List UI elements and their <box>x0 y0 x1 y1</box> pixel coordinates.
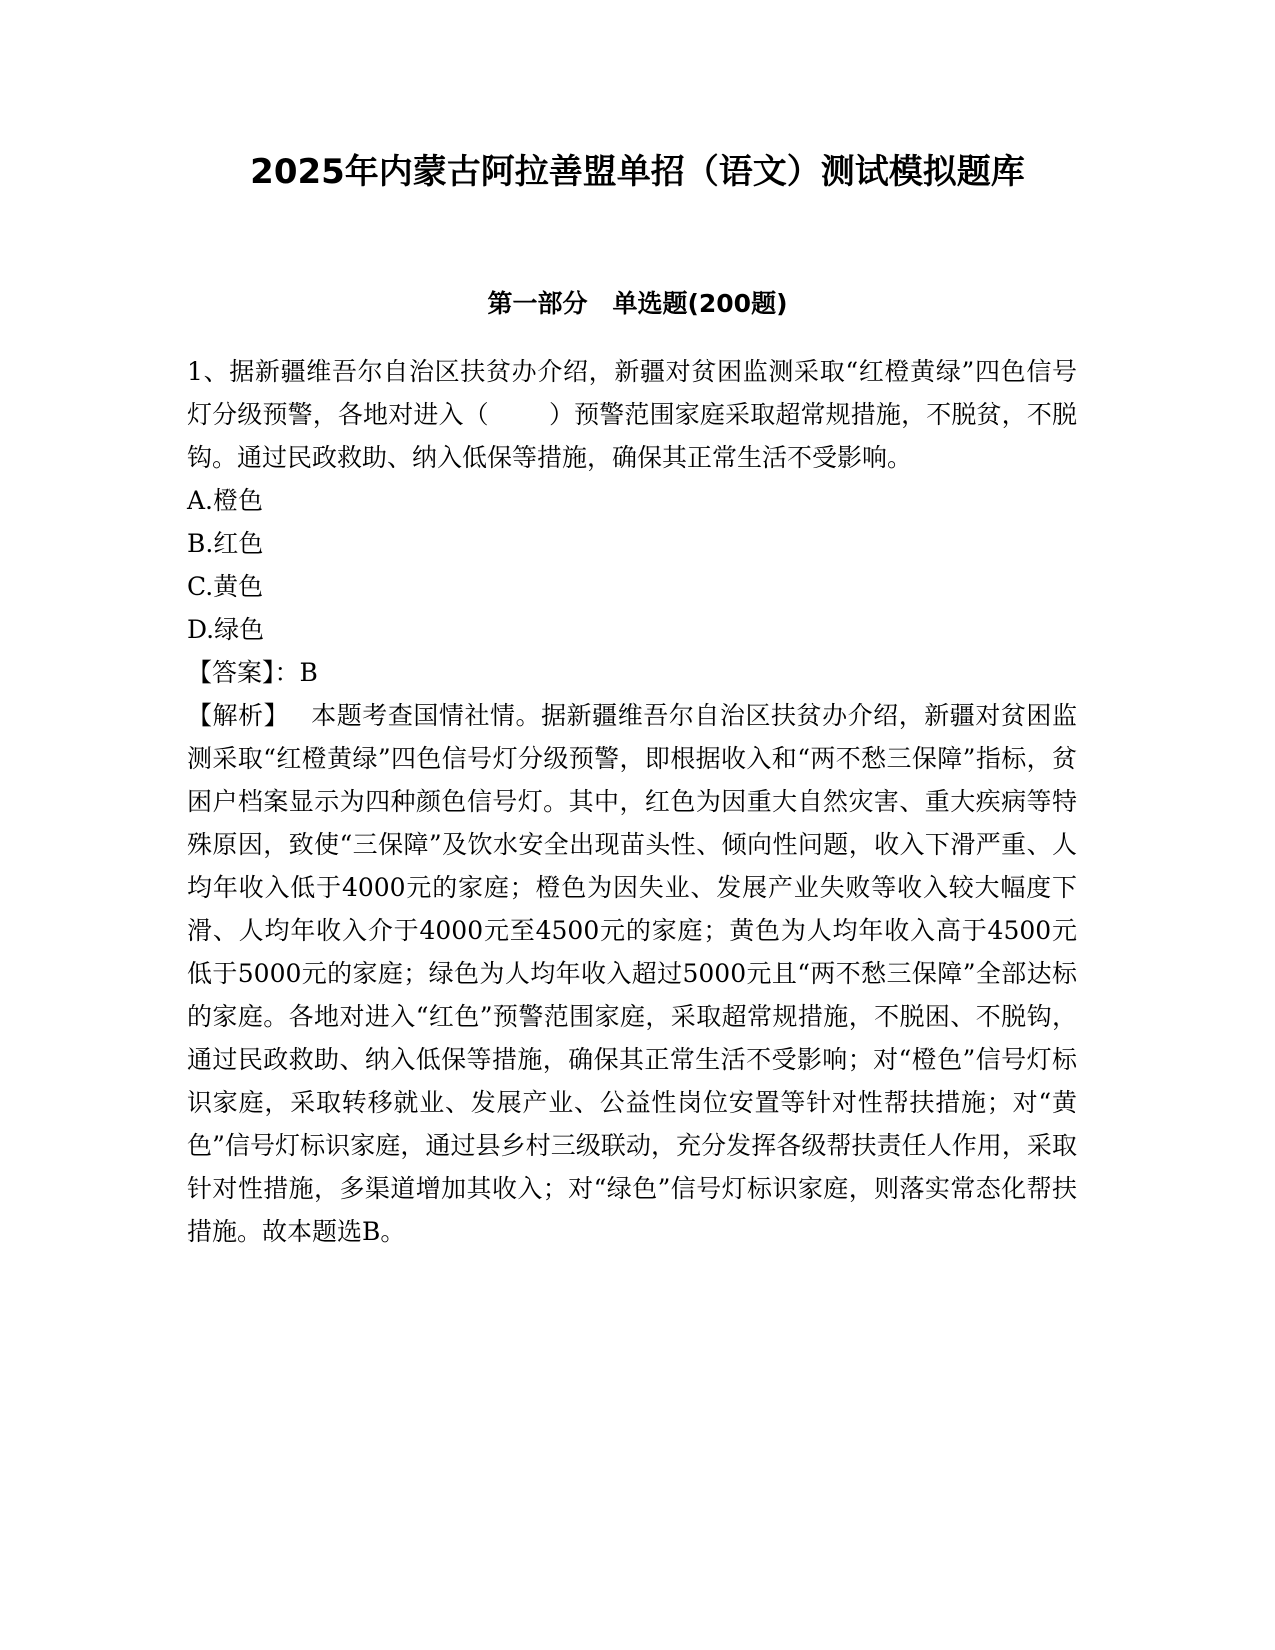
answer-line: 【答案】：B <box>187 658 318 687</box>
option-a: A.橙色 <box>187 486 264 515</box>
section-heading: 第一部分 单选题(200题) <box>487 289 788 318</box>
analysis-paragraph <box>187 694 1077 1253</box>
option-c: C.黄色 <box>187 572 264 601</box>
question-stem <box>187 350 1077 479</box>
option-d: D.绿色 <box>187 615 265 644</box>
question-stem-part-2: ）预警范围家庭采取超常规措施，不脱贫，不脱钩。通过民政救助、纳入低保等措施，确保其正常生活不受影响。 <box>187 400 1077 472</box>
analysis-text: 本题考查国情社情。据新疆维吾尔自治区扶贫办介绍，新疆对贫困监测采取“红橙黄绿”四色信号灯分级预警，即根据收入和“两不愁三保障”指标，贫困户档案显示为四种颜色信号灯。其中，红色为因重大自然灾害、重大疾病等特殊原因，致使“三保障”及饮水安全出现苗头性、倾向性问题，收入下滑严重、人均年收入低于4000元的家庭；橙色为因失业、发展产业失败等收入较大幅度下滑、人均年收入介于4000元至4500元的家庭；黄色为人均年收入高于4500元低于5000元的家庭；绿色为人均年收入超过5000元且“两不愁三保障”全部达标的家庭。各地对进入“红色”预警范围家庭，采取超常规措施，不脱困、不脱钩，通过民政救助、纳入低保等措施，确保其正常生活不受影响；对“橙色”信号灯标识家庭，采取转移就业、发展产业、公益性岗位安置等针对性帮扶措施；对“黄色”信号灯标识家庭，通过县乡村三级联动，充分发挥各级帮扶责任人作用，采取针对性措施，多渠道增加其收入；对“绿色”信号灯标识家庭，则落实常态化帮扶措施。故本题选B。 <box>187 701 1077 1246</box>
question-stem-part-1: 1、据新疆维吾尔自治区扶贫办介绍，新疆对贫困监测采取“红橙黄绿”四色信号灯分级预警，各地对进入（ <box>187 357 1077 429</box>
page-title: 2025年内蒙古阿拉善盟单招（语文）测试模拟题库 <box>250 152 1025 192</box>
option-b: B.红色 <box>187 529 264 558</box>
question-block <box>187 350 1077 1253</box>
analysis-label: 【解析】 <box>187 701 290 730</box>
